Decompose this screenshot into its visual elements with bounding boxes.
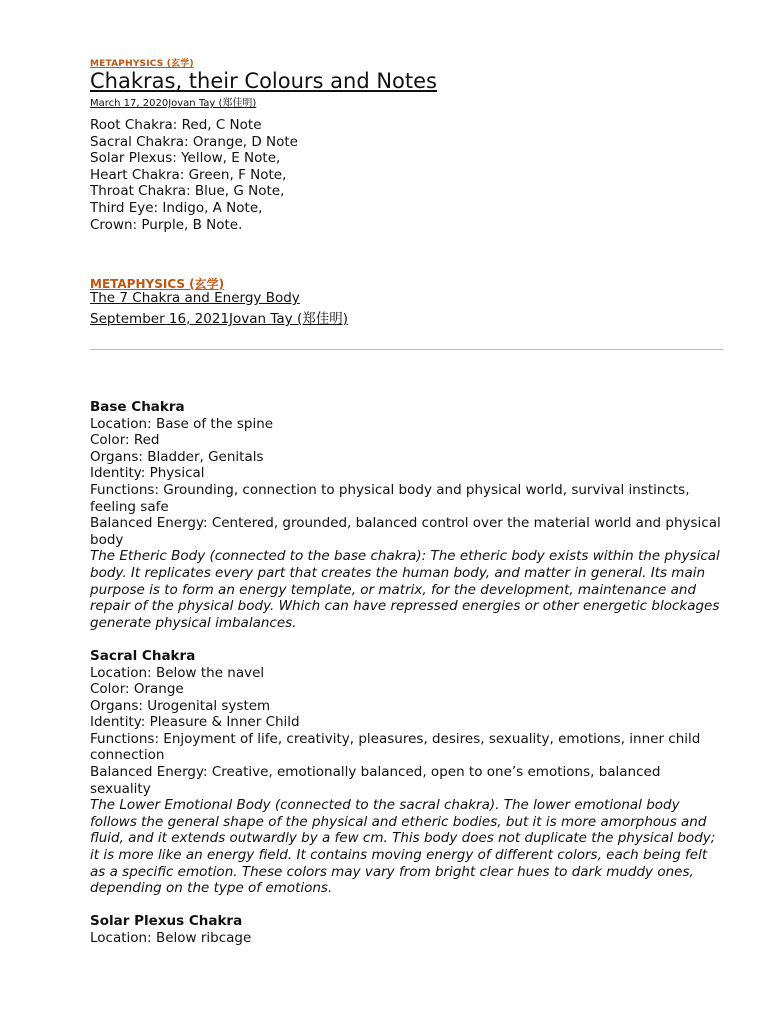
section-line: Identity: Physical (90, 465, 205, 482)
list-item: Third Eye: Indigo, A Note, (90, 199, 263, 216)
list-item: Solar Plexus: Yellow, E Note, (90, 150, 281, 167)
section-line: Balanced Energy: Creative, emotionally balanced, open to one’s emotions, balanced sexuality (90, 764, 661, 797)
section-line: Organs: Bladder, Genitals (90, 448, 264, 465)
list-item: Crown: Purple, B Note. (90, 216, 243, 233)
section-line: Organs: Urogenital system (90, 697, 271, 714)
list-item: Root Chakra: Red, C Note (90, 117, 262, 133)
post-meta[interactable]: September 16, 2021Jovan Tay (郑佳明) (90, 311, 348, 327)
section-heading: Base Chakra (90, 399, 185, 415)
chakra-sections (90, 399, 725, 963)
category-link[interactable]: METAPHYSICS (玄学) (90, 59, 194, 69)
chakra-section-solar-plexus (90, 913, 725, 946)
section-heading: Sacral Chakra (90, 647, 196, 664)
chakra-note-list (90, 117, 298, 233)
section-line: Identity: Pleasure & Inner Child (90, 714, 300, 731)
section-line: Color: Red (90, 432, 160, 449)
post-title[interactable]: The 7 Chakra and Energy Body (90, 290, 300, 306)
section-line: Location: Below ribcage (90, 930, 252, 946)
section-description: The Lower Emotional Body (connected to the sacral chakra). The lower emotional body follows the general shape of the physical and etheric bodies, but it is more amorphous and fluid, and it extends outwardly by a few cm. This body does not duplicate the physical body; it is more like an energy field. It contains moving energy of different colors, each being felt as a specific emotion. These colors may vary from bright clear hues to dark muddy ones, depending on the type of emotions. (90, 797, 716, 897)
divider (90, 349, 723, 350)
category-link[interactable]: METAPHYSICS (玄学) (90, 277, 225, 291)
section-line: Balanced Energy: Centered, grounded, balanced control over the material world and physical body (90, 515, 721, 548)
section-line: Location: Below the navel (90, 664, 265, 681)
list-item: Heart Chakra: Green, F Note, (90, 166, 287, 183)
list-item: Throat Chakra: Blue, G Note, (90, 183, 285, 200)
section-line: Functions: Enjoyment of life, creativity, pleasures, desires, sexuality, emotions, inner child connection (90, 730, 701, 764)
section-description: The Etheric Body (connected to the base chakra): The etheric body exists within the physical body. It replicates every part that creates the human body, and matter in general. Its main purpose is to form an energy template, or matrix, for the development, maintenance and repair of the physical body. Which can have repressed energies or other energetic blockages generate physical imbalances. (90, 548, 720, 631)
post-meta[interactable]: March 17, 2020Jovan Tay (郑佳明) (90, 98, 257, 109)
section-line: Color: Orange (90, 681, 184, 698)
section-line: Location: Base of the spine (90, 415, 274, 432)
section-heading: Solar Plexus Chakra (90, 913, 243, 930)
post-title[interactable]: Chakras, their Colours and Notes (90, 69, 437, 93)
chakra-section-base (90, 399, 725, 631)
list-item: Sacral Chakra: Orange, D Note (90, 133, 298, 150)
chakra-section-sacral (90, 648, 725, 897)
section-line: Functions: Grounding, connection to physical body and physical world, survival instincts, feeling safe (90, 481, 690, 515)
